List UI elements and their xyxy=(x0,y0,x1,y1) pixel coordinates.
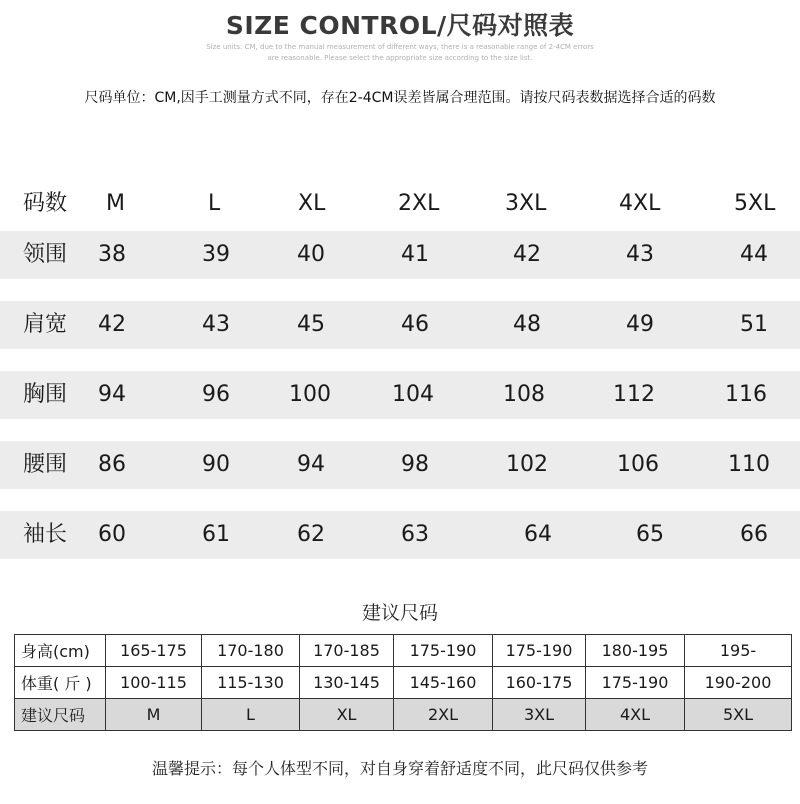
size-header-cell: XL xyxy=(298,191,326,216)
recommend-row-height xyxy=(15,635,792,667)
recommend-cell: 3XL xyxy=(493,699,586,731)
measure-value: 60 xyxy=(98,522,126,547)
recommend-cell: 115-130 xyxy=(202,667,300,699)
measure-value: 106 xyxy=(617,452,659,477)
measure-value: 62 xyxy=(297,522,325,547)
recommend-cell: L xyxy=(202,699,300,731)
measure-value: 63 xyxy=(401,522,429,547)
recommend-row-label: 身高(cm) xyxy=(15,635,106,667)
footer-tip: 温馨提示：每个人体型不同，对自身穿着舒适度不同，此尺码仅供参考 xyxy=(151,759,648,778)
measure-value: 94 xyxy=(297,452,325,477)
measure-value: 112 xyxy=(613,382,655,407)
recommend-cell: M xyxy=(106,699,202,731)
recommend-cell: 175-190 xyxy=(586,667,685,699)
recommend-cell: 160-175 xyxy=(493,667,586,699)
measure-value: 61 xyxy=(202,522,230,547)
measure-value: 65 xyxy=(636,522,664,547)
measure-value: 44 xyxy=(740,242,768,267)
measure-value: 38 xyxy=(98,242,126,267)
english-note-line-2: are reasonable. Please select the appropriate size according to the size list. xyxy=(267,54,533,62)
measure-value: 45 xyxy=(297,312,325,337)
english-note-line-1: Size units: CM, due to the manual measurement of different ways, there is a reasonable range of 2-4CM errors xyxy=(206,43,594,51)
recommend-cell: 165-175 xyxy=(106,635,202,667)
measure-value: 43 xyxy=(202,312,230,337)
recommend-cell: 145-160 xyxy=(394,667,493,699)
measure-value: 108 xyxy=(503,382,545,407)
measure-value: 98 xyxy=(401,452,429,477)
recommend-cell: 175-190 xyxy=(394,635,493,667)
recommend-row-size xyxy=(15,699,792,731)
measure-value: 116 xyxy=(725,382,767,407)
measure-row-chest xyxy=(0,371,800,419)
size-header-cell: 3XL xyxy=(505,191,547,216)
measure-label: 肩宽 xyxy=(23,312,68,337)
size-header-cell: L xyxy=(208,191,221,216)
measure-value: 66 xyxy=(740,522,768,547)
recommend-cell: 130-145 xyxy=(300,667,394,699)
recommend-row-label: 建议尺码 xyxy=(15,699,106,731)
measure-value: 46 xyxy=(401,312,429,337)
recommend-title: 建议尺码 xyxy=(361,602,438,624)
size-header-cell: M xyxy=(106,191,125,216)
measure-value: 42 xyxy=(513,242,541,267)
measure-label: 胸围 xyxy=(23,382,68,407)
size-header-row xyxy=(0,180,800,228)
recommend-cell: 5XL xyxy=(685,699,792,731)
measure-value: 48 xyxy=(513,312,541,337)
recommend-cell: 175-190 xyxy=(493,635,586,667)
measure-value: 110 xyxy=(728,452,770,477)
size-unit-note: 尺码单位：CM,因手工测量方式不同，存在2-4CM误差皆属合理范围。请按尺码表数据选择合适的码数 xyxy=(84,90,716,106)
recommend-cell: 190-200 xyxy=(685,667,792,699)
recommend-row-label: 体重( 斤 ) xyxy=(15,667,106,699)
measure-value: 51 xyxy=(740,312,768,337)
measure-value: 102 xyxy=(506,452,548,477)
measure-row-neck xyxy=(0,231,800,279)
measure-value: 100 xyxy=(289,382,331,407)
measure-row-sleeve xyxy=(0,511,800,559)
measure-value: 41 xyxy=(401,242,429,267)
measure-value: 40 xyxy=(297,242,325,267)
measure-value: 94 xyxy=(98,382,126,407)
recommend-cell: 4XL xyxy=(586,699,685,731)
page-title: SIZE CONTROL/尺码对照表 xyxy=(225,11,575,40)
measure-row-shoulder xyxy=(0,301,800,349)
measure-value: 86 xyxy=(98,452,126,477)
measure-value: 96 xyxy=(202,382,230,407)
measure-value: 42 xyxy=(98,312,126,337)
size-header-cell: 2XL xyxy=(398,191,440,216)
recommend-cell: 180-195 xyxy=(586,635,685,667)
measure-value: 104 xyxy=(392,382,434,407)
measure-value: 49 xyxy=(626,312,654,337)
measure-label: 领围 xyxy=(23,242,68,267)
measure-row-waist xyxy=(0,441,800,489)
size-header-cell: 5XL xyxy=(734,191,776,216)
recommend-row-weight xyxy=(15,667,792,699)
recommend-table xyxy=(14,634,792,731)
measure-label: 腰围 xyxy=(23,452,68,477)
recommend-cell: 170-185 xyxy=(300,635,394,667)
measure-label: 袖长 xyxy=(23,522,68,547)
recommend-cell: XL xyxy=(300,699,394,731)
measure-value: 43 xyxy=(626,242,654,267)
size-header-cell: 4XL xyxy=(619,191,661,216)
recommend-cell: 2XL xyxy=(394,699,493,731)
recommend-cell: 195- xyxy=(685,635,792,667)
measure-value: 64 xyxy=(524,522,552,547)
measure-value: 39 xyxy=(202,242,230,267)
size-header-label: 码数 xyxy=(23,191,68,216)
recommend-cell: 100-115 xyxy=(106,667,202,699)
measure-value: 90 xyxy=(202,452,230,477)
recommend-cell: 170-180 xyxy=(202,635,300,667)
